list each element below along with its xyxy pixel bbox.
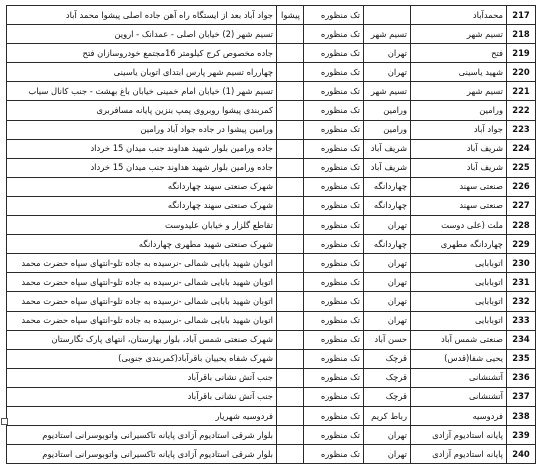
table-row [7, 426, 536, 445]
table-row [7, 330, 536, 349]
address-cell: چهارراه تسیم شهر پارس ابتدای اتوبان یاسینی [7, 63, 277, 82]
address-cell: شهرک صنعتی شمس آباد، بلوار بهارستان، انتهای پارک تگارستان [7, 330, 277, 349]
type-cell: تک منظوره [304, 101, 364, 120]
city-cell: قرچک [364, 368, 411, 387]
address-cell: کمربندی پیشوا روبروی پمپ بنزین پایانه مسافربری [7, 101, 277, 120]
row-number-cell: 233 [507, 311, 536, 330]
city-cell: تهران [364, 63, 411, 82]
table-row [7, 158, 536, 177]
type-cell: تک منظوره [304, 387, 364, 406]
type-cell: تک منظوره [304, 292, 364, 311]
brand-cell [277, 120, 304, 139]
station-name-cell: اتوبابایی [411, 273, 507, 292]
station-name-cell: آتشنشانی [411, 387, 507, 406]
row-number-cell: 224 [507, 139, 536, 158]
row-number-cell: 237 [507, 387, 536, 406]
brand-cell [277, 426, 304, 445]
table-row [7, 406, 536, 425]
station-name-cell: صنعتی شمس آباد [411, 330, 507, 349]
city-cell [364, 6, 411, 25]
type-cell: تک منظوره [304, 158, 364, 177]
station-name-cell: شریف آباد [411, 158, 507, 177]
address-cell: جنب آتش نشانی باقرآباد [7, 368, 277, 387]
row-number-cell: 239 [507, 426, 536, 445]
type-cell: تک منظوره [304, 406, 364, 425]
table-row [7, 311, 536, 330]
stations-table [6, 5, 536, 464]
brand-cell [277, 254, 304, 273]
row-number-cell: 225 [507, 158, 536, 177]
city-cell: تهران [364, 445, 411, 464]
row-number-cell: 218 [507, 25, 536, 44]
table-row [7, 25, 536, 44]
station-name-cell: اتوبابایی [411, 292, 507, 311]
brand-cell [277, 330, 304, 349]
brand-cell [277, 235, 304, 254]
brand-cell [277, 349, 304, 368]
city-cell: تهران [364, 311, 411, 330]
table-row [7, 349, 536, 368]
station-name-cell: صنعتی سهند [411, 177, 507, 196]
city-cell: تهران [364, 273, 411, 292]
table-row [7, 368, 536, 387]
type-cell: تک منظوره [304, 177, 364, 196]
brand-cell [277, 44, 304, 63]
city-cell: تهران [364, 426, 411, 445]
brand-cell [277, 273, 304, 292]
city-cell: تهران [364, 44, 411, 63]
brand-cell [277, 139, 304, 158]
address-cell: جاده ورامین بلوار شهید هداوند جنب میدان 15 خرداد [7, 139, 277, 158]
address-cell: تسیم شهر (1) خیابان امام خمینی خیابان باغ بهشت - جنب کانال سیاب [7, 82, 277, 101]
station-name-cell: شهید یاسینی [411, 63, 507, 82]
city-cell: قرچک [364, 349, 411, 368]
brand-cell [277, 368, 304, 387]
table-row [7, 216, 536, 235]
city-cell: تهران [364, 292, 411, 311]
type-cell: تک منظوره [304, 139, 364, 158]
table-row [7, 6, 536, 25]
table-row [7, 445, 536, 464]
row-number-cell: 228 [507, 216, 536, 235]
city-cell: شریف آباد [364, 158, 411, 177]
city-cell: چهاردانگه [364, 177, 411, 196]
type-cell: تک منظوره [304, 273, 364, 292]
city-cell: تسیم شهر [364, 82, 411, 101]
brand-cell [277, 25, 304, 44]
brand-cell [277, 196, 304, 215]
row-number-cell: 223 [507, 120, 536, 139]
brand-cell [277, 158, 304, 177]
type-cell: تک منظوره [304, 120, 364, 139]
type-cell: تک منظوره [304, 6, 364, 25]
type-cell: تک منظوره [304, 426, 364, 445]
brand-cell [277, 445, 304, 464]
row-number-cell: 231 [507, 273, 536, 292]
table-body [7, 6, 536, 464]
row-number-cell: 238 [507, 406, 536, 425]
station-name-cell: پایانه استادیوم آزادی [411, 445, 507, 464]
row-number-cell: 220 [507, 63, 536, 82]
type-cell: تک منظوره [304, 216, 364, 235]
address-cell: شهرک شفاه یحییان باقرآباد(کمربندی جنوبی) [7, 349, 277, 368]
type-cell: تک منظوره [304, 349, 364, 368]
city-cell: ورامین [364, 120, 411, 139]
city-cell: تسیم شهر [364, 25, 411, 44]
table-row [7, 196, 536, 215]
type-cell: تک منظوره [304, 330, 364, 349]
station-name-cell: یحیی شفا(قدس) [411, 349, 507, 368]
address-cell: اتوبان شهید بابایی شمالی -نرسیده به جاده تلو-انتهای سپاه حضرت محمد [7, 273, 277, 292]
station-name-cell: جواد آباد [411, 120, 507, 139]
station-name-cell: ملت (علی دوست [411, 216, 507, 235]
table-row [7, 82, 536, 101]
station-name-cell: چهاردانگه مطهری [411, 235, 507, 254]
brand-cell [277, 177, 304, 196]
row-number-cell: 226 [507, 177, 536, 196]
station-name-cell: آتشنشانی [411, 368, 507, 387]
row-number-cell: 229 [507, 235, 536, 254]
station-name-cell: اتوبابایی [411, 311, 507, 330]
address-cell: جاده مخصوص کرج کیلومتر 16مجتمع خودروسازان فتح [7, 44, 277, 63]
table-row [7, 63, 536, 82]
address-cell: ورامین پیشوا در جاده جواد آباد ورامین [7, 120, 277, 139]
address-cell: شهرک صنعتی شهید مطهری چهاردانگه [7, 235, 277, 254]
address-cell: شهرک صنعتی سهند چهاردانگه [7, 196, 277, 215]
city-cell: ورامین [364, 101, 411, 120]
station-name-cell: پایانه استادیوم آزادی [411, 426, 507, 445]
address-cell: بلوار شرقی استادیوم آزادی پایانه تاکسیرانی واتوبوسرانی استادیوم [7, 426, 277, 445]
station-name-cell: اتوبابایی [411, 254, 507, 273]
station-name-cell: شریف آباد [411, 139, 507, 158]
station-name-cell: ورامین [411, 101, 507, 120]
brand-cell [277, 292, 304, 311]
type-cell: تک منظوره [304, 25, 364, 44]
cell-corner-marker [1, 418, 8, 425]
row-number-cell: 222 [507, 101, 536, 120]
table-row [7, 387, 536, 406]
city-cell: رباط کریم [364, 406, 411, 425]
brand-cell [277, 82, 304, 101]
row-number-cell: 221 [507, 82, 536, 101]
row-number-cell: 227 [507, 196, 536, 215]
station-name-cell: محمدآباد [411, 6, 507, 25]
station-name-cell: تسیم شهر [411, 25, 507, 44]
table-row [7, 101, 536, 120]
city-cell: چهاردانگه [364, 235, 411, 254]
type-cell: تک منظوره [304, 311, 364, 330]
row-number-cell: 235 [507, 349, 536, 368]
brand-cell [277, 406, 304, 425]
table-row [7, 235, 536, 254]
row-number-cell: 219 [507, 44, 536, 63]
row-number-cell: 240 [507, 445, 536, 464]
brand-cell [277, 63, 304, 82]
station-name-cell: تسیم شهر [411, 82, 507, 101]
type-cell: تک منظوره [304, 368, 364, 387]
type-cell: تک منظوره [304, 235, 364, 254]
table-row [7, 120, 536, 139]
address-cell: اتوبان شهید بابایی شمالی -نرسیده به جاده تلو-انتهای سپاه حضرت محمد [7, 292, 277, 311]
city-cell: چهاردانگه [364, 196, 411, 215]
row-number-cell: 234 [507, 330, 536, 349]
brand-cell [277, 101, 304, 120]
type-cell: تک منظوره [304, 196, 364, 215]
brand-cell [277, 216, 304, 235]
address-cell: شهرک صنعتی سهند چهاردانگه [7, 177, 277, 196]
type-cell: تک منظوره [304, 63, 364, 82]
type-cell: تک منظوره [304, 445, 364, 464]
type-cell: تک منظوره [304, 44, 364, 63]
address-cell: فردوسیه شهریار [7, 406, 277, 425]
city-cell: حسن آباد [364, 330, 411, 349]
table-row [7, 254, 536, 273]
address-cell: جاده ورامین بلوار شهید هداوند جنب میدان 15 خرداد [7, 158, 277, 177]
table-row [7, 292, 536, 311]
city-cell: شریف آباد [364, 139, 411, 158]
address-cell: تقاطع گلزار و خیابان علیدوست [7, 216, 277, 235]
city-cell: تهران [364, 216, 411, 235]
brand-cell: پیشوا [277, 6, 304, 25]
type-cell: تک منظوره [304, 82, 364, 101]
address-cell: اتوبان شهید بابایی شمالی -نرسیده به جاده تلو-انتهای سپاه حضرت محمد [7, 311, 277, 330]
station-name-cell: فتح [411, 44, 507, 63]
city-cell: تهران [364, 254, 411, 273]
city-cell: قرچک [364, 387, 411, 406]
brand-cell [277, 387, 304, 406]
table-row [7, 44, 536, 63]
address-cell: جواد آباد بعد از ایستگاه راه آهن جاده اصلی پیشوا محمد آباد [7, 6, 277, 25]
row-number-cell: 230 [507, 254, 536, 273]
table-row [7, 177, 536, 196]
address-cell: بلوار شرقی استادیوم آزادی پایانه تاکسیرانی واتوبوسرانی استادیوم [7, 445, 277, 464]
address-cell: جنب آتش نشانی باقرآباد [7, 387, 277, 406]
row-number-cell: 217 [507, 6, 536, 25]
table-row [7, 273, 536, 292]
address-cell: اتوبان شهید بابایی شمالی -نرسیده به جاده تلو-انتهای سپاه حضرت محمد [7, 254, 277, 273]
row-number-cell: 232 [507, 292, 536, 311]
address-cell: تسیم شهر (2) خیابان اصلی - عمدانک - اروین [7, 25, 277, 44]
type-cell: تک منظوره [304, 254, 364, 273]
station-name-cell: صنعتی سهند [411, 196, 507, 215]
station-name-cell: فردوسیه [411, 406, 507, 425]
brand-cell [277, 311, 304, 330]
table-row [7, 139, 536, 158]
row-number-cell: 236 [507, 368, 536, 387]
